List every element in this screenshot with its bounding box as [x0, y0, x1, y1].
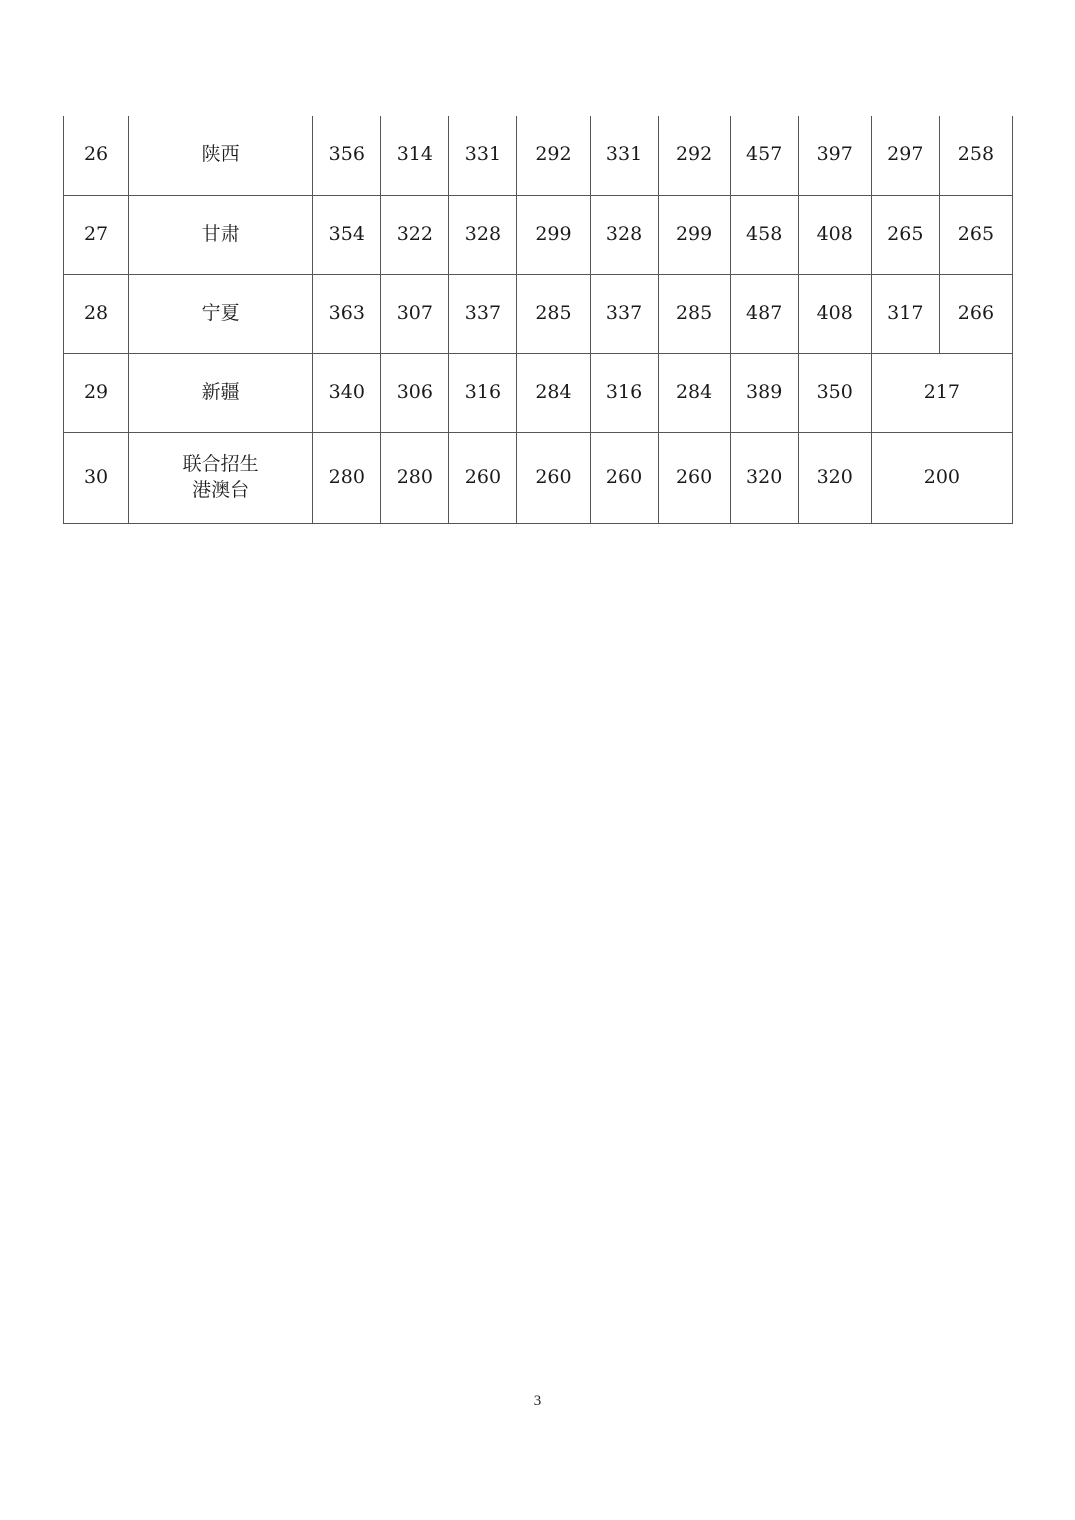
region-cell: [129, 195, 313, 274]
merged-score-cell: 217: [871, 353, 1012, 432]
score-cell: 285: [658, 274, 730, 353]
score-cell: 331: [590, 116, 658, 195]
score-cell: 408: [798, 274, 871, 353]
table-row: [64, 195, 1013, 274]
score-cell: 280: [381, 432, 449, 523]
score-cell: 284: [517, 353, 590, 432]
score-cell: 487: [730, 274, 798, 353]
score-cell: 322: [381, 195, 449, 274]
score-cell: 363: [313, 274, 381, 353]
region-cell: [129, 353, 313, 432]
table-body: [64, 116, 1013, 523]
page-number: 3: [533, 1393, 542, 1409]
row-number-cell: 29: [64, 353, 129, 432]
table-row: [64, 116, 1013, 195]
merged-score-cell: 200: [871, 432, 1012, 523]
score-cell: 260: [658, 432, 730, 523]
table-row: [64, 432, 1013, 523]
score-cell: 284: [658, 353, 730, 432]
score-cell: 260: [590, 432, 658, 523]
score-cell: 354: [313, 195, 381, 274]
score-cell: 266: [939, 274, 1012, 353]
region-cell: [129, 116, 313, 195]
score-cell: 292: [517, 116, 590, 195]
region-cell: [129, 274, 313, 353]
score-cell: 307: [381, 274, 449, 353]
score-cell: 297: [871, 116, 939, 195]
score-cell: 299: [658, 195, 730, 274]
score-cell: 258: [939, 116, 1012, 195]
score-cell: 292: [658, 116, 730, 195]
score-cell: 260: [517, 432, 590, 523]
score-cell: 457: [730, 116, 798, 195]
score-cell: 340: [313, 353, 381, 432]
score-cell: 316: [449, 353, 517, 432]
row-number-cell: 28: [64, 274, 129, 353]
table-row: [64, 353, 1013, 432]
score-cell: 337: [449, 274, 517, 353]
score-cell: 260: [449, 432, 517, 523]
score-cell: 317: [871, 274, 939, 353]
score-cell: 397: [798, 116, 871, 195]
score-cell: 265: [939, 195, 1012, 274]
region-name: 港澳台: [192, 478, 250, 501]
score-cell: 314: [381, 116, 449, 195]
score-table: [63, 116, 1013, 524]
region-name: 联合招生: [182, 452, 259, 475]
score-cell: 328: [590, 195, 658, 274]
region-name: 新疆: [201, 380, 240, 403]
score-cell: 408: [798, 195, 871, 274]
score-cell: 458: [730, 195, 798, 274]
score-cell: 265: [871, 195, 939, 274]
score-cell: 331: [449, 116, 517, 195]
score-cell: 356: [313, 116, 381, 195]
table-row: [64, 274, 1013, 353]
score-cell: 316: [590, 353, 658, 432]
region-cell: [129, 432, 313, 523]
score-cell: 328: [449, 195, 517, 274]
row-number-cell: 30: [64, 432, 129, 523]
row-number-cell: 27: [64, 195, 129, 274]
score-cell: 306: [381, 353, 449, 432]
score-cell: 350: [798, 353, 871, 432]
score-cell: 337: [590, 274, 658, 353]
score-cell: 320: [798, 432, 871, 523]
score-cell: 285: [517, 274, 590, 353]
region-name: 陕西: [201, 143, 240, 166]
score-cell: 299: [517, 195, 590, 274]
score-cell: 389: [730, 353, 798, 432]
region-name: 宁夏: [201, 301, 240, 324]
row-number-cell: 26: [64, 116, 129, 195]
score-cell: 280: [313, 432, 381, 523]
region-name: 甘肃: [201, 222, 240, 245]
score-cell: 320: [730, 432, 798, 523]
